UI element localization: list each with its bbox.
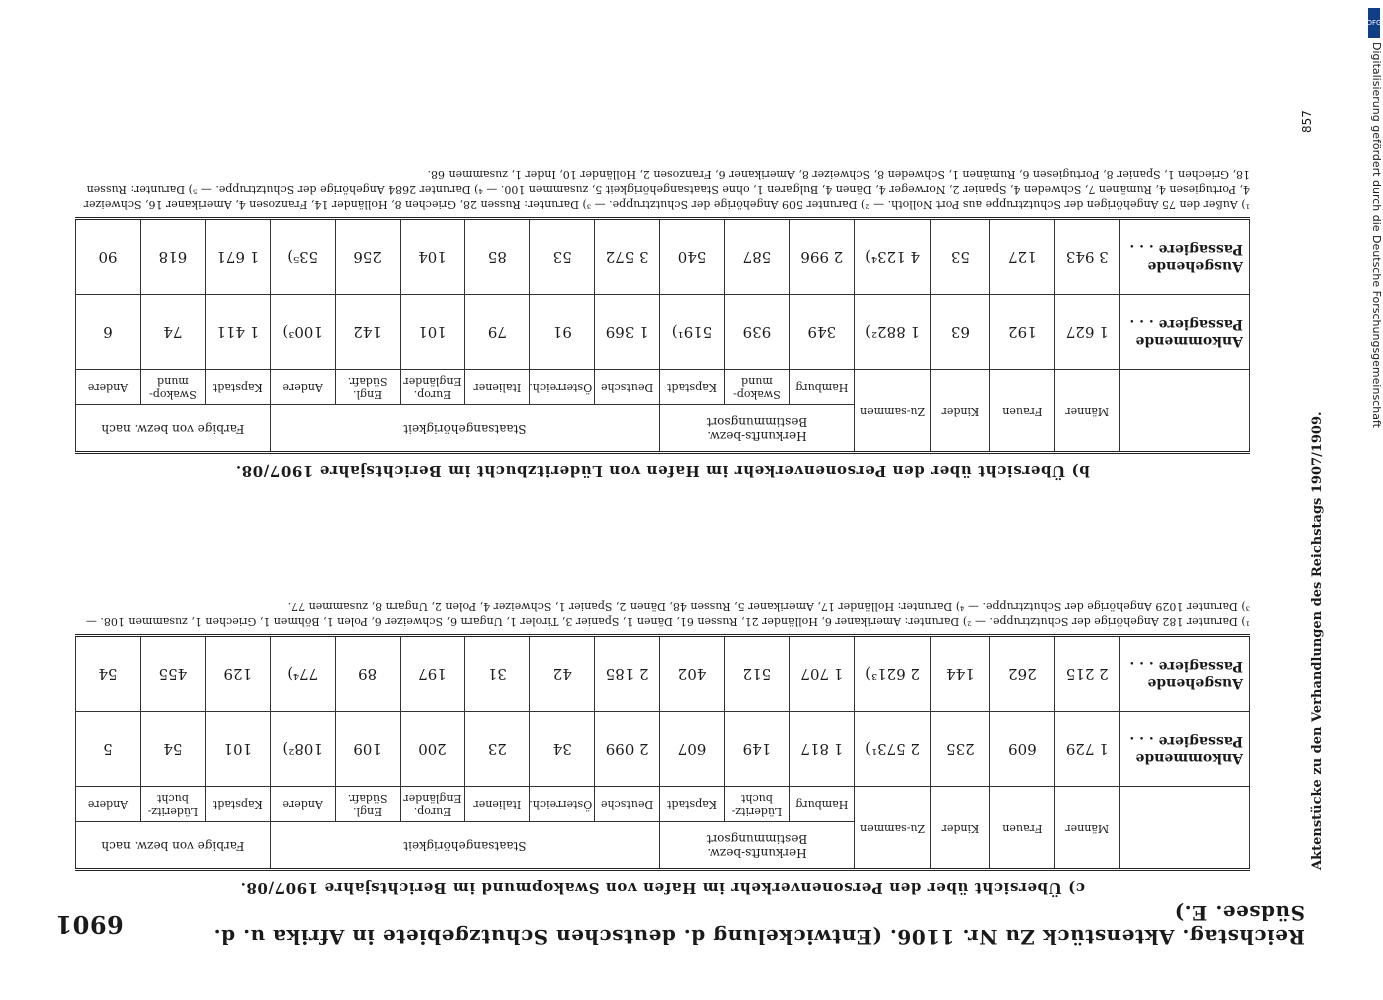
row-label: Ausgehende Passagiere . . . xyxy=(1120,636,1250,712)
cell: 149 xyxy=(724,712,789,787)
header-maenner: Männer xyxy=(1055,787,1120,870)
cell: 109 xyxy=(335,712,400,787)
cell: 2 215 xyxy=(1055,636,1120,712)
table-row-ausgehende xyxy=(76,219,1250,295)
footnotes-luederitzbucht xyxy=(75,166,1250,211)
cell: 144 xyxy=(931,636,990,712)
header-maenner: Männer xyxy=(1055,370,1120,453)
table-row-ausgehende xyxy=(76,636,1250,712)
cell: 42 xyxy=(530,636,595,712)
cell: 455 xyxy=(140,636,205,712)
header-blank xyxy=(1120,370,1250,453)
subheader-kapstadt: Kapstadt xyxy=(660,787,725,822)
subheader-europ-englaender: Europ. Engländer xyxy=(400,370,465,405)
cell: 129 xyxy=(205,636,270,712)
cell: 6 xyxy=(76,295,141,370)
row-label: Ankommende Passagiere . . . xyxy=(1120,712,1250,787)
header-kinder: Kinder xyxy=(931,787,990,870)
subheader-oesterreich: Österreich. xyxy=(530,370,595,405)
header-kinder: Kinder xyxy=(931,370,990,453)
subheader-andere: Andere xyxy=(270,370,335,405)
table-caption-luederitzbucht: b) Übersicht über den Personenverkehr im Hafen von Lüderitzbucht im Berichtsjahre 1907/08. xyxy=(235,462,1090,480)
subheader-farbige-andere: Andere xyxy=(76,370,141,405)
cell: 609 xyxy=(990,712,1055,787)
subheader-hamburg: Hamburg xyxy=(789,370,854,405)
table-row-ankommende xyxy=(76,295,1250,370)
cell: 63 xyxy=(931,295,990,370)
cell: 519¹) xyxy=(660,295,725,370)
table-luederitzbucht xyxy=(75,217,1250,454)
subheader-farbige-swakopmund: Swakop-mund xyxy=(140,370,205,405)
side-page-number: 857 xyxy=(1300,110,1314,133)
cell: 5 xyxy=(76,712,141,787)
cell: 77⁴) xyxy=(270,636,335,712)
cell: 34 xyxy=(530,712,595,787)
rotated-page-content xyxy=(55,55,1305,949)
cell: 2 573¹) xyxy=(854,712,931,787)
footnotes-swakopmund xyxy=(75,598,1250,628)
footnote: ¹) Außer den 75 Angehörigen der Schutztruppe aus Port Nolloth. — ²) Darunter 509 Angehörige der Schutztruppe. — ³) Darunter: Russen 28, Griechen 8, Holländer 14, Franzosen 4, Amerikaner 16, Schweizer 4, Portugiesen 4, Rumänen 7, Schweden 4, Spanier 2, Norweger 4, Dänen 4, Bulgaren 1, ohne Staatsangehörigkeit 5, zusammen 100. — ⁴) Darunter 2684 Angehörige der Schutztruppe. — ⁵) Darunter: Russen 18, Griechen 1, Spanier 8, Portugiesen 6, Rumänen 1, Schweden 8, Schweizer 8, Amerikaner 6, Franzosen 2, Holländer 10, Inder 1, zusammen 68. xyxy=(83,168,1250,211)
cell: 2 621³) xyxy=(854,636,931,712)
cell: 1 707 xyxy=(789,636,854,712)
cell: 402 xyxy=(660,636,725,712)
header-herkunft: Herkunfts-bezw. Bestimmungsort xyxy=(660,822,855,870)
header-farbige: Farbige von bezw. nach xyxy=(76,822,271,870)
side-citation: Aktenstücke zu den Verhandlungen des Reichstags 1907/1909. xyxy=(1310,411,1325,870)
cell: 618 xyxy=(140,219,205,295)
subheader-italiener: Italiener xyxy=(465,370,530,405)
cell: 607 xyxy=(660,712,725,787)
cell: 262 xyxy=(990,636,1055,712)
cell: 100³) xyxy=(270,295,335,370)
cell: 53 xyxy=(530,219,595,295)
row-label: Ankommende Passagiere . . . xyxy=(1120,295,1250,370)
running-head xyxy=(55,901,1305,949)
table-swakopmund xyxy=(75,634,1250,871)
cell: 74 xyxy=(140,295,205,370)
subheader-hamburg: Hamburg xyxy=(789,787,854,822)
subheader-italiener: Italiener xyxy=(465,787,530,822)
cell: 2 996 xyxy=(789,219,854,295)
cell: 192 xyxy=(990,295,1055,370)
cell: 90 xyxy=(76,219,141,295)
subheader-engl-suedafr: Engl. Südafr. xyxy=(335,370,400,405)
cell: 235 xyxy=(931,712,990,787)
subheader-oesterreich: Österreich. xyxy=(530,787,595,822)
footnote: ¹) Darunter 182 Angehörige der Schutztruppe. — ²) Darunter: Amerikaner 6, Holländer 21, Russen 61, Dänen 1, Spanier 3, Tiroler 1, Ungarn 6, Schweizer 6, Polen 1, Böhmen 1, Griechen 1, zusammen 108. — ³) Darunter 1029 Angehörige der Schutztruppe. — ⁴) Darunter: Holländer 17, Amerikaner 5, Russen 48, Dänen 2, Spanier 1, Schweizer 4, Polen 2, Ungarn 8, zusammen 77. xyxy=(85,600,1250,628)
header-zusammen: Zu-sammen xyxy=(854,787,931,870)
cell: 53 xyxy=(931,219,990,295)
cell: 142 xyxy=(335,295,400,370)
cell: 89 xyxy=(335,636,400,712)
header-staatsangehoerigkeit: Staatsangehörigkeit xyxy=(270,822,659,870)
header-frauen: Frauen xyxy=(990,370,1055,453)
header-herkunft: Herkunfts-bezw. Bestimmungsort xyxy=(660,405,855,453)
running-head-title: Reichstag. Aktenstück Zu Nr. 1106. (Entwickelung d. deutschen Schutzgebiete in Afrika u. d. Südsee. E.) xyxy=(213,901,1305,949)
cell: 587 xyxy=(724,219,789,295)
cell: 349 xyxy=(789,295,854,370)
cell: 3 572 xyxy=(595,219,660,295)
cell: 101 xyxy=(205,712,270,787)
cell: 3 943 xyxy=(1055,219,1120,295)
cell: 1 671 xyxy=(205,219,270,295)
cell: 1 729 xyxy=(1055,712,1120,787)
cell: 1 369 xyxy=(595,295,660,370)
cell: 54 xyxy=(76,636,141,712)
header-frauen: Frauen xyxy=(990,787,1055,870)
cell: 2 185 xyxy=(595,636,660,712)
cell: 91 xyxy=(530,295,595,370)
subheader-luederitzbucht: Lüderitz-bucht xyxy=(724,787,789,822)
cell: 197 xyxy=(400,636,465,712)
cell: 104 xyxy=(400,219,465,295)
subheader-engl-suedafr: Engl. Südafr. xyxy=(335,787,400,822)
dfg-funding-note: Digitalisierung gefördert durch die Deutsche Forschungsgemeinschaft xyxy=(1370,42,1383,428)
subheader-andere: Andere xyxy=(270,787,335,822)
subheader-kapstadt: Kapstadt xyxy=(660,370,725,405)
subheader-farbige-kapstadt: Kapstadt xyxy=(205,787,270,822)
header-staatsangehoerigkeit: Staatsangehörigkeit xyxy=(270,405,659,453)
cell: 54 xyxy=(140,712,205,787)
cell: 85 xyxy=(465,219,530,295)
cell: 2 099 xyxy=(595,712,660,787)
subheader-farbige-andere: Andere xyxy=(76,787,141,822)
cell: 256 xyxy=(335,219,400,295)
header-farbige: Farbige von bezw. nach xyxy=(76,405,271,453)
cell: 53⁵) xyxy=(270,219,335,295)
header-zusammen: Zu-sammen xyxy=(854,370,931,453)
subheader-europ-englaender: Europ. Engländer xyxy=(400,787,465,822)
subheader-swakopmund: Swakop-mund xyxy=(724,370,789,405)
cell: 4 123⁴) xyxy=(854,219,931,295)
cell: 1 627 xyxy=(1055,295,1120,370)
header-blank xyxy=(1120,787,1250,870)
cell: 23 xyxy=(465,712,530,787)
cell: 1 817 xyxy=(789,712,854,787)
cell: 101 xyxy=(400,295,465,370)
running-head-page-number: 6901 xyxy=(55,910,124,940)
section-swakopmund xyxy=(75,598,1250,897)
section-luederitzbucht xyxy=(75,166,1250,480)
row-label: Ausgehende Passagiere . . . xyxy=(1120,219,1250,295)
cell: 540 xyxy=(660,219,725,295)
dfg-logo: DFG xyxy=(1368,8,1380,38)
table-caption-swakopmund: c) Übersicht über den Personenverkehr im Hafen von Swakopmund im Berichtsjahre 1907/08. xyxy=(240,879,1085,897)
subheader-farbige-luederitzbucht: Lüderitz-bucht xyxy=(140,787,205,822)
table-row-ankommende xyxy=(76,712,1250,787)
cell: 1 411 xyxy=(205,295,270,370)
cell: 31 xyxy=(465,636,530,712)
cell: 939 xyxy=(724,295,789,370)
cell: 512 xyxy=(724,636,789,712)
cell: 79 xyxy=(465,295,530,370)
cell: 127 xyxy=(990,219,1055,295)
subheader-deutsche: Deutsche xyxy=(595,370,660,405)
cell: 108²) xyxy=(270,712,335,787)
cell: 200 xyxy=(400,712,465,787)
cell: 1 882²) xyxy=(854,295,931,370)
subheader-farbige-kapstadt: Kapstadt xyxy=(205,370,270,405)
subheader-deutsche: Deutsche xyxy=(595,787,660,822)
